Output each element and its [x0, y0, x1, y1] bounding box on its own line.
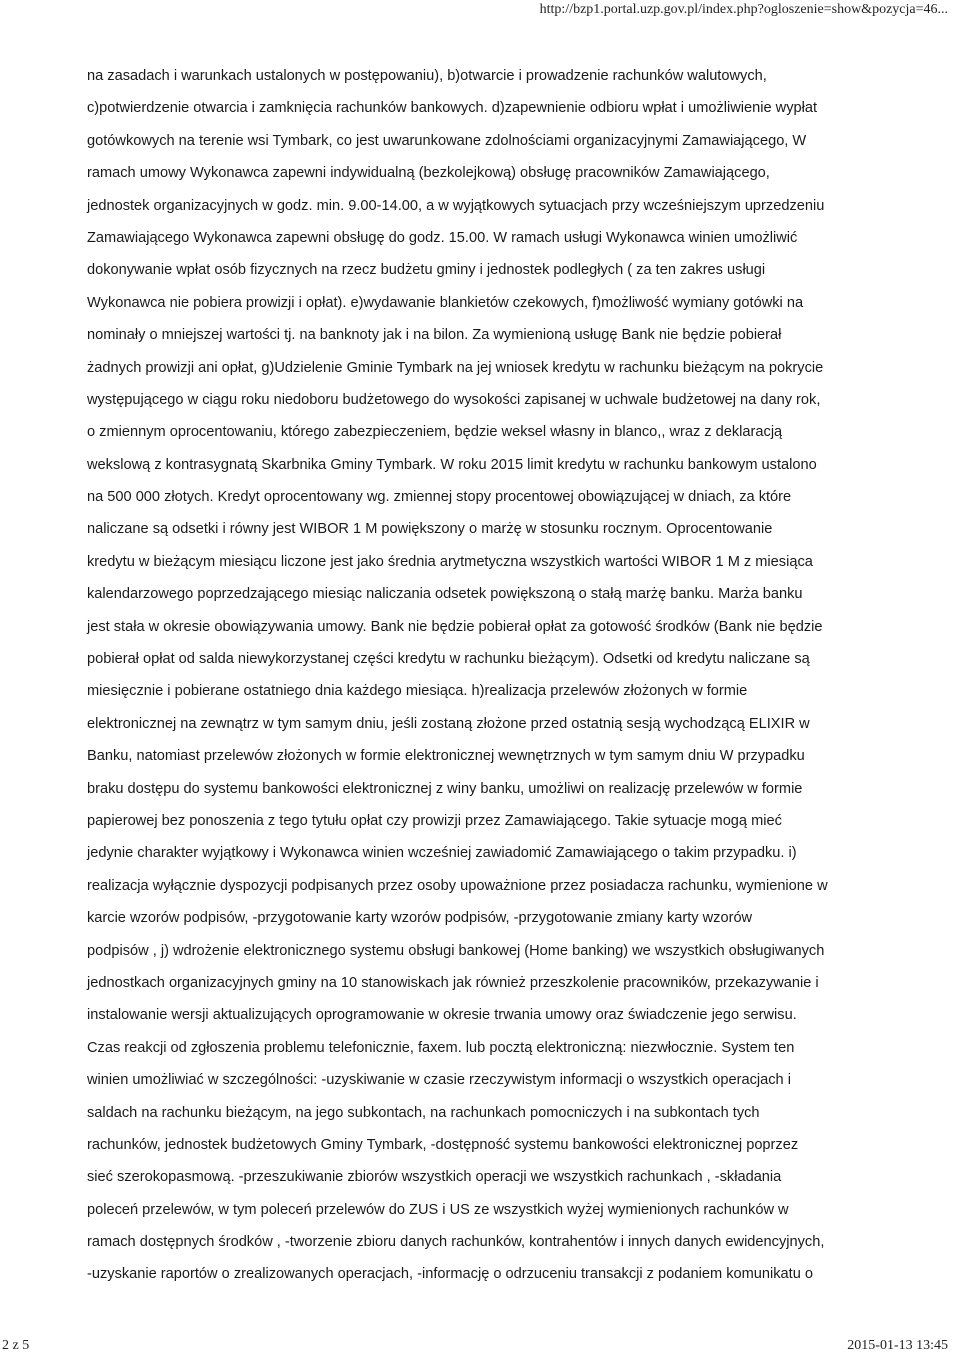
body-text-line: winien umożliwiać w szczególności: -uzyskiwanie w czasie rzeczywistym informacji o wszystkich operacjach i	[87, 1072, 791, 1089]
body-text-line: nominały o mniejszej wartości tj. na banknoty jak i na bilon. Za wymienioną usługę Bank nie będzie pobierał	[87, 327, 782, 344]
body-text-line: ramach dostępnych środków , -tworzenie zbioru danych rachunków, kontrahentów i innych danych ewidencyjnych,	[87, 1234, 825, 1251]
page-number: 2 z 5	[2, 1338, 30, 1353]
body-text-line: Czas reakcji od zgłoszenia problemu telefonicznie, faxem. lub pocztą elektroniczną: niezwłocznie. System ten	[87, 1039, 795, 1056]
body-text-line: karcie wzorów podpisów, -przygotowanie karty wzorów podpisów, -przygotowanie zmiany karty wzorów	[87, 910, 753, 927]
body-text-line: naliczane są odsetki i równy jest WIBOR 1 M powiększony o marżę w stosunku rocznym. Oprocentowanie	[87, 521, 773, 538]
body-text-line: c)potwierdzenie otwarcia i zamknięcia rachunków bankowych. d)zapewnienie odbioru wpłat i umożliwienie wypłat	[87, 100, 818, 117]
body-text-line: braku dostępu do systemu bankowości elektronicznej z winy banku, umożliwi on realizację przelewów w formie	[87, 780, 803, 797]
body-text-line: instalowanie wersji aktualizujących oprogramowanie w okresie trwania umowy oraz świadczenie jego serwisu.	[87, 1007, 797, 1024]
body-text-line: gotówkowych na terenie wsi Tymbark, co jest uwarunkowane zdolnościami organizacyjnymi Zamawiającego, W	[87, 132, 807, 149]
body-text-line: realizacja wyłącznie dyspozycji podpisanych przez osoby upoważnione przez posiadacza rachunku, wymienione w	[87, 877, 828, 894]
body-text-line: miesięcznie i pobierane ostatniego dnia każdego miesiąca. h)realizacja przelewów złożonych w formie	[87, 683, 748, 700]
body-text-line: podpisów , j) wdrożenie elektronicznego systemu obsługi bankowej (Home banking) we wszystkich obsługiwanych	[87, 942, 825, 959]
page-url-header: http://bzp1.portal.uzp.gov.pl/index.php?ogloszenie=show&pozycja=46...	[539, 2, 948, 17]
body-text-line: ramach umowy Wykonawca zapewni indywidualną (bezkolejkową) obsługę pracowników Zamawiającego,	[87, 165, 770, 182]
body-text-line: kredytu w bieżącym miesiącu liczone jest jako średnia arytmetyczna wszystkich wartości WIBOR 1 M z miesiąca	[87, 553, 813, 570]
body-text-line: jednostek organizacyjnych w godz. min. 9.00-14.00, a w wyjątkowych sytuacjach przy wcześniejszym uprzedzeniu	[87, 197, 825, 214]
body-text-line: papierowej bez ponoszenia z tego tytułu opłat czy prowizji przez Zamawiającego. Takie sytuacje mogą mieć	[87, 812, 782, 829]
body-text-line: na zasadach i warunkach ustalonych w postępowaniu), b)otwarcie i prowadzenie rachunków walutowych,	[87, 68, 767, 84]
body-text-line: Wykonawca nie pobiera prowizji i opłat). e)wydawanie blankietów czekowych, f)możliwość wymiany gotówki na	[87, 294, 804, 311]
body-text-line: elektronicznej na zewnątrz w tym samym dniu, jeśli zostaną złożone przed ostatnią sesją wychodzącą ELIXIR w	[87, 715, 810, 732]
body-text-line: sieć szerokopasmową. -przeszukiwanie zbiorów wszystkich operacji we wszystkich rachunkach , -składania	[87, 1169, 782, 1186]
body-text-line: jest stała w okresie obowiązywania umowy. Bank nie będzie pobierał opłat za gotowość środków (Bank nie będzie	[87, 618, 823, 635]
body-text-line: Zamawiającego Wykonawca zapewni obsługę do godz. 15.00. W ramach usługi Wykonawca winien umożliwić	[87, 229, 798, 246]
body-text-line: kalendarzowego poprzedzającego miesiąc naliczania odsetek powiększoną o stałą marżę banku. Marża banku	[87, 586, 803, 603]
body-text-line: pobierał opłat od salda niewykorzystanej części kredytu w rachunku bieżącym). Odsetki od kredytu naliczane są	[87, 651, 810, 668]
body-text-line: rachunków, jednostek budżetowych Gminy Tymbark, -dostępność systemu bankowości elektronicznej poprzez	[87, 1136, 799, 1153]
print-datetime: 2015-01-13 13:45	[847, 1338, 948, 1353]
body-text-line: dokonywanie wpłat osób fizycznych na rzecz budżetu gminy i jednostek podległych ( za ten zakres usługi	[87, 262, 766, 279]
body-text-line: o zmiennym oprocentowaniu, którego zabezpieczeniem, będzie weksel własny in blanco,, wraz z deklaracją	[87, 424, 783, 441]
body-text-line: występującego w ciągu roku niedoboru budżetowego do wysokości zapisanej w uchwale budżetowej na dany rok,	[87, 391, 821, 408]
document-body	[87, 60, 907, 1291]
body-text-line: Banku, natomiast przelewów złożonych w formie elektronicznej wewnętrznych w tym samym dniu W przypadku	[87, 748, 805, 765]
body-text-line: -uzyskanie raportów o zrealizowanych operacjach, -informację o odrzuceniu transakcji z podaniem komunikatu o	[87, 1266, 813, 1283]
body-text-line: na 500 000 złotych. Kredyt oprocentowany wg. zmiennej stopy procentowej obowiązującej w dniach, za które	[87, 489, 792, 506]
body-text-line: saldach na rachunku bieżącym, na jego subkontach, na rachunkach pomocniczych i na subkontach tych	[87, 1104, 760, 1121]
body-text-line: poleceń przelewów, w tym poleceń przelewów do ZUS i US ze wszystkich wyżej wymienionych rachunków w	[87, 1201, 789, 1218]
body-text-line: żadnych prowizji ani opłat, g)Udzielenie Gminie Tymbark na jej wniosek kredytu w rachunku bieżącym na pokrycie	[87, 359, 824, 376]
body-text-line: wekslową z kontrasygnatą Skarbnika Gminy Tymbark. W roku 2015 limit kredytu w rachunku bankowym ustalono	[87, 456, 817, 473]
body-text-line: jednostkach organizacyjnych gminy na 10 stanowiskach jak również przeszkolenie pracowników, przekazywanie i	[87, 974, 819, 991]
body-text-line: jedynie charakter wyjątkowy i Wykonawca winien wcześniej zawiadomić Zamawiającego o takim przypadku. i)	[87, 845, 797, 862]
